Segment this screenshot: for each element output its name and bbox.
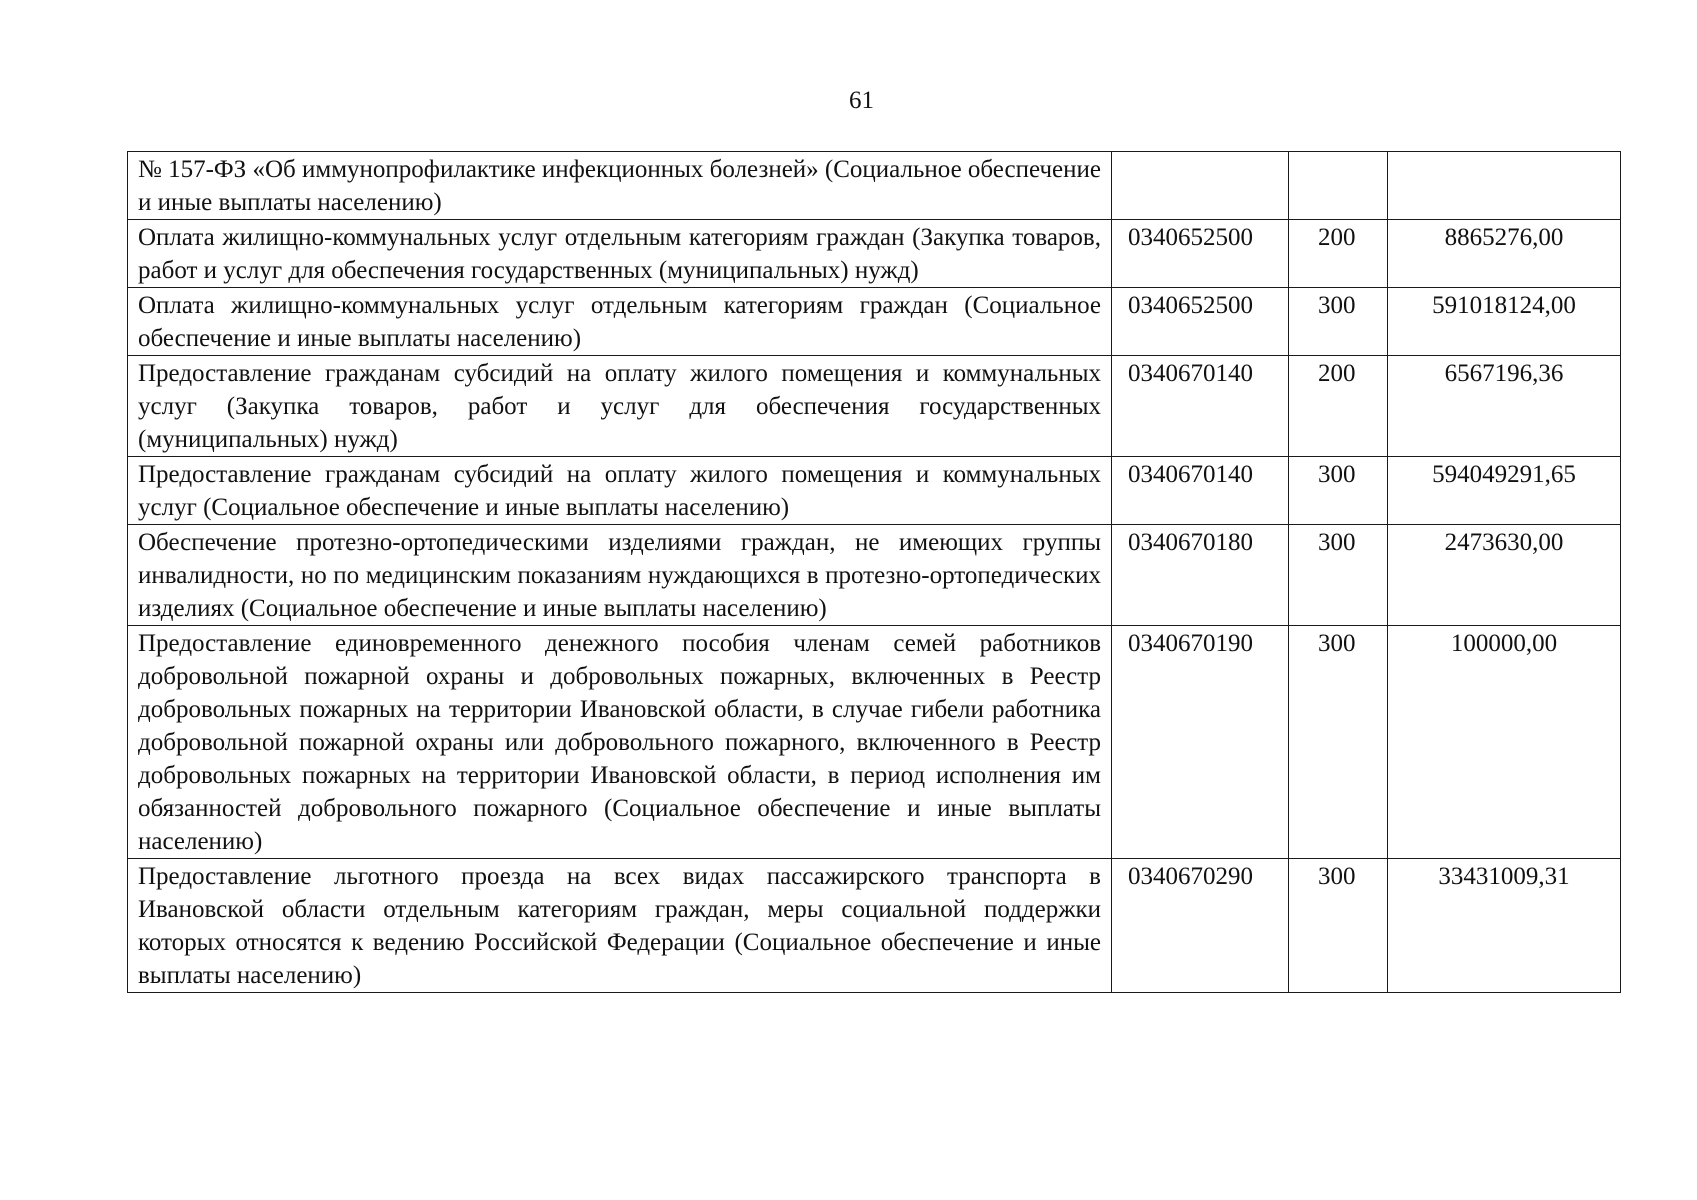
row-description: Предоставление гражданам субсидий на оплату жилого помещения и коммунальных услуг (Социальное обеспечение и иные выплаты населению): [128, 457, 1112, 525]
row-amount: 591018124,00: [1388, 288, 1621, 356]
table-row: [128, 288, 1621, 356]
table-row: [128, 626, 1621, 859]
page-number: 61: [849, 87, 874, 114]
row-target-code: 0340652500: [1112, 220, 1289, 288]
row-target-code: 0340670180: [1112, 525, 1289, 626]
row-description: Оплата жилищно-коммунальных услуг отдельным категориям граждан (Закупка товаров, работ и услуг для обеспечения государственных (муниципальных) нужд): [128, 220, 1112, 288]
row-description: Предоставление гражданам субсидий на оплату жилого помещения и коммунальных услуг (Закупка товаров, работ и услуг для обеспечения государственных (муниципальных) нужд): [128, 356, 1112, 457]
table-row: [128, 859, 1621, 993]
row-expense-type: 200: [1289, 220, 1388, 288]
row-amount: 6567196,36: [1388, 356, 1621, 457]
row-expense-type: 300: [1289, 288, 1388, 356]
row-expense-type: 200: [1289, 356, 1388, 457]
row-expense-type: 300: [1289, 525, 1388, 626]
row-amount: 594049291,65: [1388, 457, 1621, 525]
budget-table: [127, 151, 1621, 993]
row-amount: 33431009,31: [1388, 859, 1621, 993]
row-description: № 157-ФЗ «Об иммунопрофилактике инфекционных болезней» (Социальное обеспечение и иные выплаты населению): [128, 152, 1112, 220]
row-target-code: [1112, 152, 1289, 220]
row-expense-type: 300: [1289, 457, 1388, 525]
row-description: Оплата жилищно-коммунальных услуг отдельным категориям граждан (Социальное обеспечение и иные выплаты населению): [128, 288, 1112, 356]
row-target-code: 0340670140: [1112, 457, 1289, 525]
row-expense-type: 300: [1289, 626, 1388, 859]
row-description: Предоставление единовременного денежного пособия членам семей работников добровольной пожарной охраны и добровольных пожарных, включенных в Реестр добровольных пожарных на территории Ивановской области, в случае гибели работника добровольной пожарной охраны или добровольного пожарного, включенного в Реестр добровольных пожарных на территории Ивановской области, в период исполнения им обязанностей добровольного пожарного (Социальное обеспечение и иные выплаты населению): [128, 626, 1112, 859]
row-target-code: 0340670140: [1112, 356, 1289, 457]
row-amount: 100000,00: [1388, 626, 1621, 859]
table-row: [128, 525, 1621, 626]
row-amount: 2473630,00: [1388, 525, 1621, 626]
row-amount: [1388, 152, 1621, 220]
row-expense-type: [1289, 152, 1388, 220]
row-description: Обеспечение протезно-ортопедическими изделиями граждан, не имеющих группы инвалидности, но по медицинским показаниям нуждающихся в протезно-ортопедических изделиях (Социальное обеспечение и иные выплаты населению): [128, 525, 1112, 626]
row-description: Предоставление льготного проезда на всех видах пассажирского транспорта в Ивановской области отдельным категориям граждан, меры социальной поддержки которых относятся к ведению Российской Федерации (Социальное обеспечение и иные выплаты населению): [128, 859, 1112, 993]
table-row: [128, 152, 1621, 220]
table-row: [128, 220, 1621, 288]
table-row: [128, 356, 1621, 457]
table-row: [128, 457, 1621, 525]
row-target-code: 0340670190: [1112, 626, 1289, 859]
row-target-code: 0340652500: [1112, 288, 1289, 356]
row-expense-type: 300: [1289, 859, 1388, 993]
row-amount: 8865276,00: [1388, 220, 1621, 288]
row-target-code: 0340670290: [1112, 859, 1289, 993]
